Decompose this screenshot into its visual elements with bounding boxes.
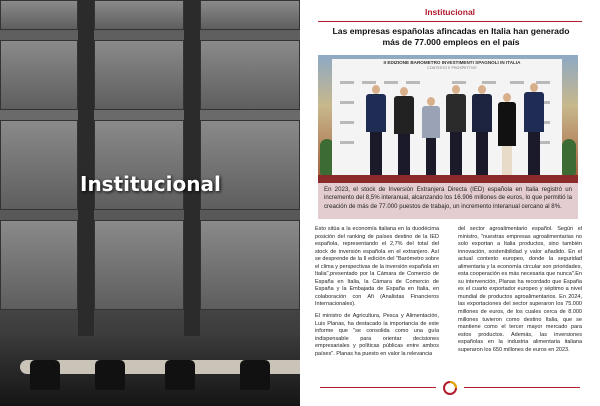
photo-caption: En 2023, el stock de Inversión Extranjera Directa (IED) española en Italia registró un incremento del 8,5% interanual, alcanzando los 16.906 millones de euros, lo que permitió la creación de más de 77.000 puestos de trabajo, un incremento interanual cercano al 8%. — [318, 183, 578, 219]
section-label: Institucional — [424, 7, 476, 17]
window-pane — [0, 0, 78, 30]
sponsor-logo — [406, 81, 420, 84]
sponsor-logo — [362, 81, 376, 84]
person-legs — [450, 132, 462, 177]
footer-rule-left — [320, 387, 436, 388]
person-body — [394, 96, 414, 134]
person-head — [372, 85, 380, 94]
section-header — [318, 7, 582, 19]
chair — [165, 360, 195, 390]
article-headline: Las empresas españolas afincadas en Italia han generado más de 77.000 empleos en el país — [332, 26, 570, 47]
backdrop-title: II EDIZIONE BAROMETRO INVESTIMENTI SPAGNOLI IN ITALIA — [383, 60, 521, 65]
footer-rule-right — [464, 387, 580, 388]
person-body — [422, 106, 440, 138]
text-column-left — [315, 226, 439, 362]
person-legs — [370, 132, 382, 177]
article-photo — [318, 55, 578, 183]
person-head — [503, 93, 511, 102]
person — [524, 83, 544, 177]
column-beam — [184, 0, 200, 336]
plant — [562, 139, 576, 175]
window-pane — [94, 0, 184, 30]
window-pane — [200, 120, 300, 210]
window-pane — [94, 120, 184, 210]
person — [498, 93, 516, 177]
sponsor-logo — [340, 81, 354, 84]
paragraph: Esto sitúa a la economía italiana en la duodécima posición del ranking de países destino de la IED española, representando el 2,7% del total del stock de inversión española en el extranjero. Así se desprende de la II edición del "Barómetro sobre el clima y perspectivas de la inversión española en Italia",presentado por la Cámara de Comercio de España en Italia, la Cámara de Comercio de España y la Embajada de España en Italia, en colaboración con Afi (Analistas Financieros Internacionales). — [315, 226, 439, 308]
window-pane — [0, 220, 78, 310]
sponsor-logo — [452, 81, 466, 84]
sponsor-logo — [384, 81, 398, 84]
person — [394, 87, 414, 177]
person-head — [427, 97, 435, 106]
window-pane — [94, 220, 184, 310]
person-body — [498, 102, 516, 146]
window-pane — [0, 40, 78, 110]
camara-logo-icon — [442, 380, 458, 396]
window-pane — [94, 40, 184, 110]
sponsor-logo — [340, 101, 354, 104]
person-body — [366, 94, 386, 132]
person-legs — [528, 132, 540, 177]
person-legs — [398, 134, 410, 177]
section-rule — [318, 21, 582, 22]
chair — [240, 360, 270, 390]
text-column-right — [458, 226, 582, 358]
person-body — [472, 94, 492, 132]
person — [366, 85, 386, 177]
window-pane — [200, 0, 300, 30]
person-head — [400, 87, 408, 96]
paragraph: El ministro de Agricultura, Pesca y Alimentación, Luis Planas, ha destacado la importancia de este informe que "se consolida como una guía indispensable para orientar decisiones empresariales y políticas públicas entre ambos países". Planas ha puesto en valor la relevancia — [315, 313, 439, 357]
red-carpet — [318, 175, 578, 183]
person — [422, 97, 440, 177]
sponsor-logo — [340, 121, 354, 124]
sponsor-logo — [510, 81, 524, 84]
person-legs — [476, 132, 488, 177]
person-legs — [426, 138, 436, 177]
chair — [95, 360, 125, 390]
window-pane — [0, 120, 78, 210]
person-head — [530, 83, 538, 92]
person-body — [524, 92, 544, 132]
sponsor-logo — [340, 141, 354, 144]
backdrop-subtitle: CONTESTO E PROSPETTIVE — [427, 66, 477, 70]
window-pane — [200, 40, 300, 110]
window-pane — [200, 220, 300, 310]
person — [472, 85, 492, 177]
person-legs — [502, 146, 512, 177]
person-head — [478, 85, 486, 94]
left-page-title: Institucional — [80, 172, 221, 196]
person-head — [452, 85, 460, 94]
chair — [30, 360, 60, 390]
person — [446, 85, 466, 177]
right-page — [300, 0, 600, 406]
sponsor-logo — [482, 81, 496, 84]
column-beam — [78, 0, 94, 336]
person-body — [446, 94, 466, 132]
paragraph: del sector agroalimentario español. Según el ministro, "nuestras empresas agroalimentarias no solo exportan a Italia productos, sino también innovación, sostenibilidad y valor añadido. En el actual contexto europeo, donde la seguridad alimentaria y la economía circular son prioridades, esta cooperación es más necesaria que nunca".En su intervención, Planas ha recordado que España es el cuarto exportador europeo y séptimo a nivel mundial de productos agroalimentarios. En 2024, las exportaciones del sector superaron los 75.000 millones de euros, de los cuales cerca de 8.000 millones tuvieron como destino Italia, que se mantiene como el tercer mayor mercado para estos productos. Además, las inversiones españolas en la industria alimentaria italiana superaron los 650 millones de euros en 2023. — [458, 226, 582, 353]
